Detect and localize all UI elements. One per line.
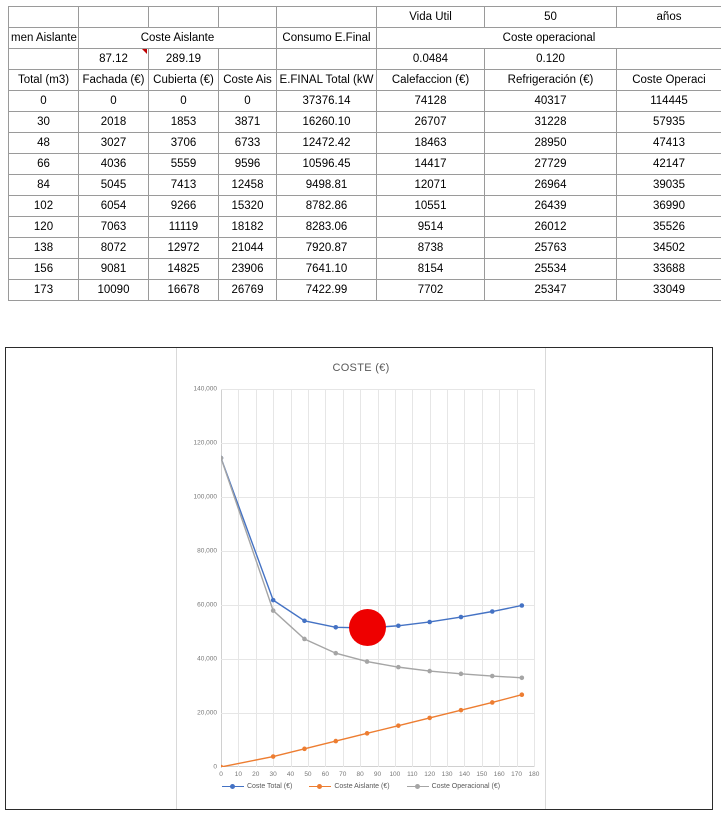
table-cell[interactable]: 173 <box>9 280 79 301</box>
series-point <box>459 672 464 677</box>
table-cell[interactable]: 10551 <box>377 196 485 217</box>
cell-empty[interactable] <box>79 7 149 28</box>
table-cell[interactable]: 10596.45 <box>277 154 377 175</box>
table-cell[interactable]: 30 <box>9 112 79 133</box>
legend-label: Coste Total (€) <box>246 782 293 790</box>
chart-legend <box>177 782 545 790</box>
legend-item[interactable] <box>407 782 500 790</box>
series-point <box>271 754 276 759</box>
series-point <box>221 456 223 461</box>
chart-series-layer <box>221 389 534 767</box>
cell-empty[interactable] <box>149 7 219 28</box>
series-point <box>221 765 223 767</box>
table-cell[interactable]: 3027 <box>79 133 149 154</box>
table-cell[interactable]: 156 <box>9 259 79 280</box>
y-axis-tick-label: 140,000 <box>193 385 217 393</box>
cell-vida-util-unit[interactable]: años <box>617 7 721 28</box>
table-row <box>9 238 721 259</box>
table-cell[interactable]: 28950 <box>485 133 617 154</box>
table-cell[interactable]: 0 <box>219 91 277 112</box>
legend-swatch-icon <box>407 782 429 790</box>
table-row <box>9 91 721 112</box>
table-cell[interactable]: 8072 <box>79 238 149 259</box>
table-cell[interactable]: 25763 <box>485 238 617 259</box>
table-cell[interactable]: 16260.10 <box>277 112 377 133</box>
column-header[interactable]: Coste Ais <box>219 70 277 91</box>
table-cell[interactable]: 3871 <box>219 112 277 133</box>
table-cell[interactable]: 8738 <box>377 238 485 259</box>
table-cell[interactable]: 5045 <box>79 175 149 196</box>
chart-plot-area <box>193 385 540 778</box>
y-axis-tick-label: 0 <box>213 763 217 771</box>
table-cell[interactable]: 33049 <box>617 280 721 301</box>
cell-vida-util-label[interactable]: Vida Util <box>377 7 485 28</box>
table-cell[interactable]: 120 <box>9 217 79 238</box>
x-axis-tick-label: 80 <box>356 771 364 778</box>
cell-precio-calefaccion[interactable]: 0.0484 <box>377 49 485 70</box>
table-cell[interactable]: 25534 <box>485 259 617 280</box>
table-cell[interactable]: 23906 <box>219 259 277 280</box>
table-cell[interactable]: 6733 <box>219 133 277 154</box>
x-axis-tick-label: 130 <box>441 771 453 778</box>
header-consumo-efinal[interactable]: Consumo E.Final <box>277 28 377 49</box>
table-cell[interactable]: 9596 <box>219 154 277 175</box>
table-cell[interactable]: 14825 <box>149 259 219 280</box>
x-axis-tick-label: 180 <box>528 771 540 778</box>
series-point <box>333 625 338 630</box>
table-cell[interactable]: 47413 <box>617 133 721 154</box>
table-cell[interactable]: 102 <box>9 196 79 217</box>
cell-empty[interactable] <box>219 7 277 28</box>
table-cell[interactable]: 8782.86 <box>277 196 377 217</box>
series-point <box>271 608 276 613</box>
table-cell[interactable]: 21044 <box>219 238 277 259</box>
column-header[interactable]: Coste Operaci <box>617 70 721 91</box>
x-axis-tick-label: 60 <box>321 771 329 778</box>
table-cell[interactable]: 4036 <box>79 154 149 175</box>
table-row <box>9 259 721 280</box>
series-line <box>221 458 522 628</box>
x-axis-tick-label: 90 <box>373 771 382 778</box>
table-cell[interactable]: 18182 <box>219 217 277 238</box>
table-cell[interactable]: 138 <box>9 238 79 259</box>
table-cell[interactable]: 9514 <box>377 217 485 238</box>
series-point <box>490 674 495 679</box>
table-row <box>9 217 721 238</box>
table-cell[interactable]: 9081 <box>79 259 149 280</box>
table-cell[interactable]: 8283.06 <box>277 217 377 238</box>
x-axis-tick-label: 170 <box>511 771 523 778</box>
column-header[interactable]: Cubierta (€) <box>149 70 219 91</box>
column-header[interactable]: Fachada (€) <box>79 70 149 91</box>
x-axis-tick-label: 160 <box>493 771 505 778</box>
series-point <box>459 708 464 713</box>
table-cell[interactable]: 7920.87 <box>277 238 377 259</box>
series-point <box>520 692 525 697</box>
cell-empty[interactable] <box>277 49 377 70</box>
table-cell[interactable]: 27729 <box>485 154 617 175</box>
series-point <box>333 651 338 656</box>
cell-precio-fachada[interactable]: 87.12 <box>79 49 149 70</box>
header-volumen-aislante[interactable]: men Aislante <box>9 28 79 49</box>
optimum-highlight-marker[interactable] <box>349 609 386 646</box>
chart-title: COSTE (€) <box>332 362 390 374</box>
x-axis-tick-label: 120 <box>424 771 436 778</box>
table-cell[interactable]: 26707 <box>377 112 485 133</box>
x-axis-tick-label: 150 <box>476 771 488 778</box>
column-header[interactable]: Calefaccion (€) <box>377 70 485 91</box>
chart-panel <box>5 347 713 810</box>
cell-empty[interactable] <box>617 49 721 70</box>
series-point <box>490 609 495 614</box>
table-row-parameters <box>9 49 721 70</box>
x-axis-tick-label: 0 <box>219 771 223 778</box>
table-cell[interactable]: 7641.10 <box>277 259 377 280</box>
series-point <box>459 615 464 620</box>
column-header[interactable]: Total (m3) <box>9 70 79 91</box>
x-axis-tick-label: 140 <box>459 771 470 778</box>
column-header[interactable]: Refrigeración (€) <box>485 70 617 91</box>
table-cell[interactable]: 39035 <box>617 175 721 196</box>
table-cell[interactable]: 9498.81 <box>277 175 377 196</box>
table-cell[interactable]: 0 <box>149 91 219 112</box>
series-point <box>427 716 432 721</box>
table-cell[interactable]: 26439 <box>485 196 617 217</box>
series-point <box>302 619 307 624</box>
coste-line-chart[interactable] <box>177 348 545 809</box>
table-cell[interactable]: 11119 <box>149 217 219 238</box>
x-axis-tick-label: 30 <box>269 771 277 778</box>
table-cell[interactable]: 5559 <box>149 154 219 175</box>
table-cell[interactable]: 114445 <box>617 91 721 112</box>
table-cell[interactable]: 3706 <box>149 133 219 154</box>
series-point <box>365 659 370 664</box>
cell-empty[interactable] <box>277 7 377 28</box>
table-cell[interactable]: 74128 <box>377 91 485 112</box>
series-point <box>302 637 307 642</box>
table-row-vidautil <box>9 7 721 28</box>
results-table <box>8 6 721 301</box>
series-point <box>365 731 370 736</box>
table-row <box>9 196 721 217</box>
table-cell[interactable]: 12972 <box>149 238 219 259</box>
table-cell[interactable]: 26769 <box>219 280 277 301</box>
table-row-group-headers <box>9 28 721 49</box>
cell-empty[interactable] <box>219 49 277 70</box>
table-cell[interactable]: 7702 <box>377 280 485 301</box>
table-cell[interactable]: 18463 <box>377 133 485 154</box>
table-cell[interactable]: 1853 <box>149 112 219 133</box>
table-cell[interactable]: 0 <box>79 91 149 112</box>
legend-swatch-icon <box>309 782 331 790</box>
table-cell[interactable]: 7413 <box>149 175 219 196</box>
series-point <box>333 739 338 744</box>
header-coste-operacional[interactable]: Coste operacional <box>377 28 721 49</box>
table-cell[interactable]: 48 <box>9 133 79 154</box>
y-axis-tick-label: 80,000 <box>197 547 217 555</box>
x-axis-tick-label: 40 <box>286 771 295 778</box>
x-axis-tick-label: 100 <box>389 771 401 778</box>
x-axis-tick-label: 50 <box>304 771 312 778</box>
gridline-vertical <box>534 389 535 767</box>
table-cell[interactable]: 31228 <box>485 112 617 133</box>
table-row-column-headers <box>9 70 721 91</box>
table-cell[interactable]: 66 <box>9 154 79 175</box>
header-coste-aislante[interactable]: Coste Aislante <box>79 28 277 49</box>
legend-item[interactable] <box>222 782 292 790</box>
table-cell[interactable]: 14417 <box>377 154 485 175</box>
y-axis-tick-label: 100,000 <box>193 493 217 501</box>
series-point <box>520 675 525 680</box>
table-cell[interactable]: 34502 <box>617 238 721 259</box>
table-cell[interactable]: 15320 <box>219 196 277 217</box>
series-line <box>221 695 522 767</box>
table-row <box>9 133 721 154</box>
cell-empty[interactable] <box>9 49 79 70</box>
series-point <box>396 665 401 670</box>
cell-precio-cubierta[interactable]: 289.19 <box>149 49 219 70</box>
table-cell[interactable]: 16678 <box>149 280 219 301</box>
cell-empty[interactable] <box>9 7 79 28</box>
table-cell[interactable]: 37376.14 <box>277 91 377 112</box>
table-cell[interactable]: 2018 <box>79 112 149 133</box>
series-point <box>490 700 495 705</box>
table-cell[interactable]: 12458 <box>219 175 277 196</box>
table-cell[interactable]: 7422.99 <box>277 280 377 301</box>
column-header[interactable]: E.FINAL Total (kW <box>277 70 377 91</box>
legend-label: Coste Operacional (€) <box>431 782 501 790</box>
series-point <box>271 598 276 603</box>
series-point <box>302 747 307 752</box>
table-cell[interactable]: 84 <box>9 175 79 196</box>
series-point <box>427 669 432 674</box>
series-point <box>396 723 401 728</box>
cell-precio-refrigeracion[interactable]: 0.120 <box>485 49 617 70</box>
table-cell[interactable]: 0 <box>9 91 79 112</box>
table-cell[interactable]: 40317 <box>485 91 617 112</box>
series-point <box>396 623 401 628</box>
y-axis-tick-label: 60,000 <box>197 601 217 609</box>
flow-region <box>0 278 721 348</box>
table-cell[interactable]: 36990 <box>617 196 721 217</box>
table-cell[interactable]: 8154 <box>377 259 485 280</box>
table-cell[interactable]: 12071 <box>377 175 485 196</box>
panel-divider-right <box>545 348 546 809</box>
series-point <box>520 603 525 608</box>
table-cell[interactable]: 35526 <box>617 217 721 238</box>
table-cell[interactable]: 9266 <box>149 196 219 217</box>
table-cell[interactable]: 6054 <box>79 196 149 217</box>
table-cell[interactable]: 26012 <box>485 217 617 238</box>
table-cell[interactable]: 7063 <box>79 217 149 238</box>
x-axis-tick-label: 110 <box>407 771 418 778</box>
table-cell[interactable]: 12472.42 <box>277 133 377 154</box>
table-cell[interactable]: 10090 <box>79 280 149 301</box>
cell-vida-util-value[interactable]: 50 <box>485 7 617 28</box>
legend-item[interactable] <box>309 782 389 790</box>
table-cell[interactable]: 33688 <box>617 259 721 280</box>
x-axis-tick-label: 10 <box>234 771 242 778</box>
table-row <box>9 154 721 175</box>
legend-label: Coste Aislante (€) <box>334 782 390 790</box>
y-axis-tick-label: 20,000 <box>197 709 217 717</box>
x-axis-tick-label: 20 <box>252 771 260 778</box>
table-row <box>9 112 721 133</box>
series-point <box>427 620 432 625</box>
legend-swatch-icon <box>222 782 244 790</box>
table-cell[interactable]: 26964 <box>485 175 617 196</box>
table-cell[interactable]: 42147 <box>617 154 721 175</box>
spreadsheet-region <box>0 0 721 296</box>
x-axis-tick-label: 70 <box>339 771 347 778</box>
table-row <box>9 175 721 196</box>
y-axis-tick-label: 120,000 <box>193 439 217 447</box>
table-cell[interactable]: 57935 <box>617 112 721 133</box>
table-cell[interactable]: 25347 <box>485 280 617 301</box>
y-axis-tick-label: 40,000 <box>197 655 217 663</box>
